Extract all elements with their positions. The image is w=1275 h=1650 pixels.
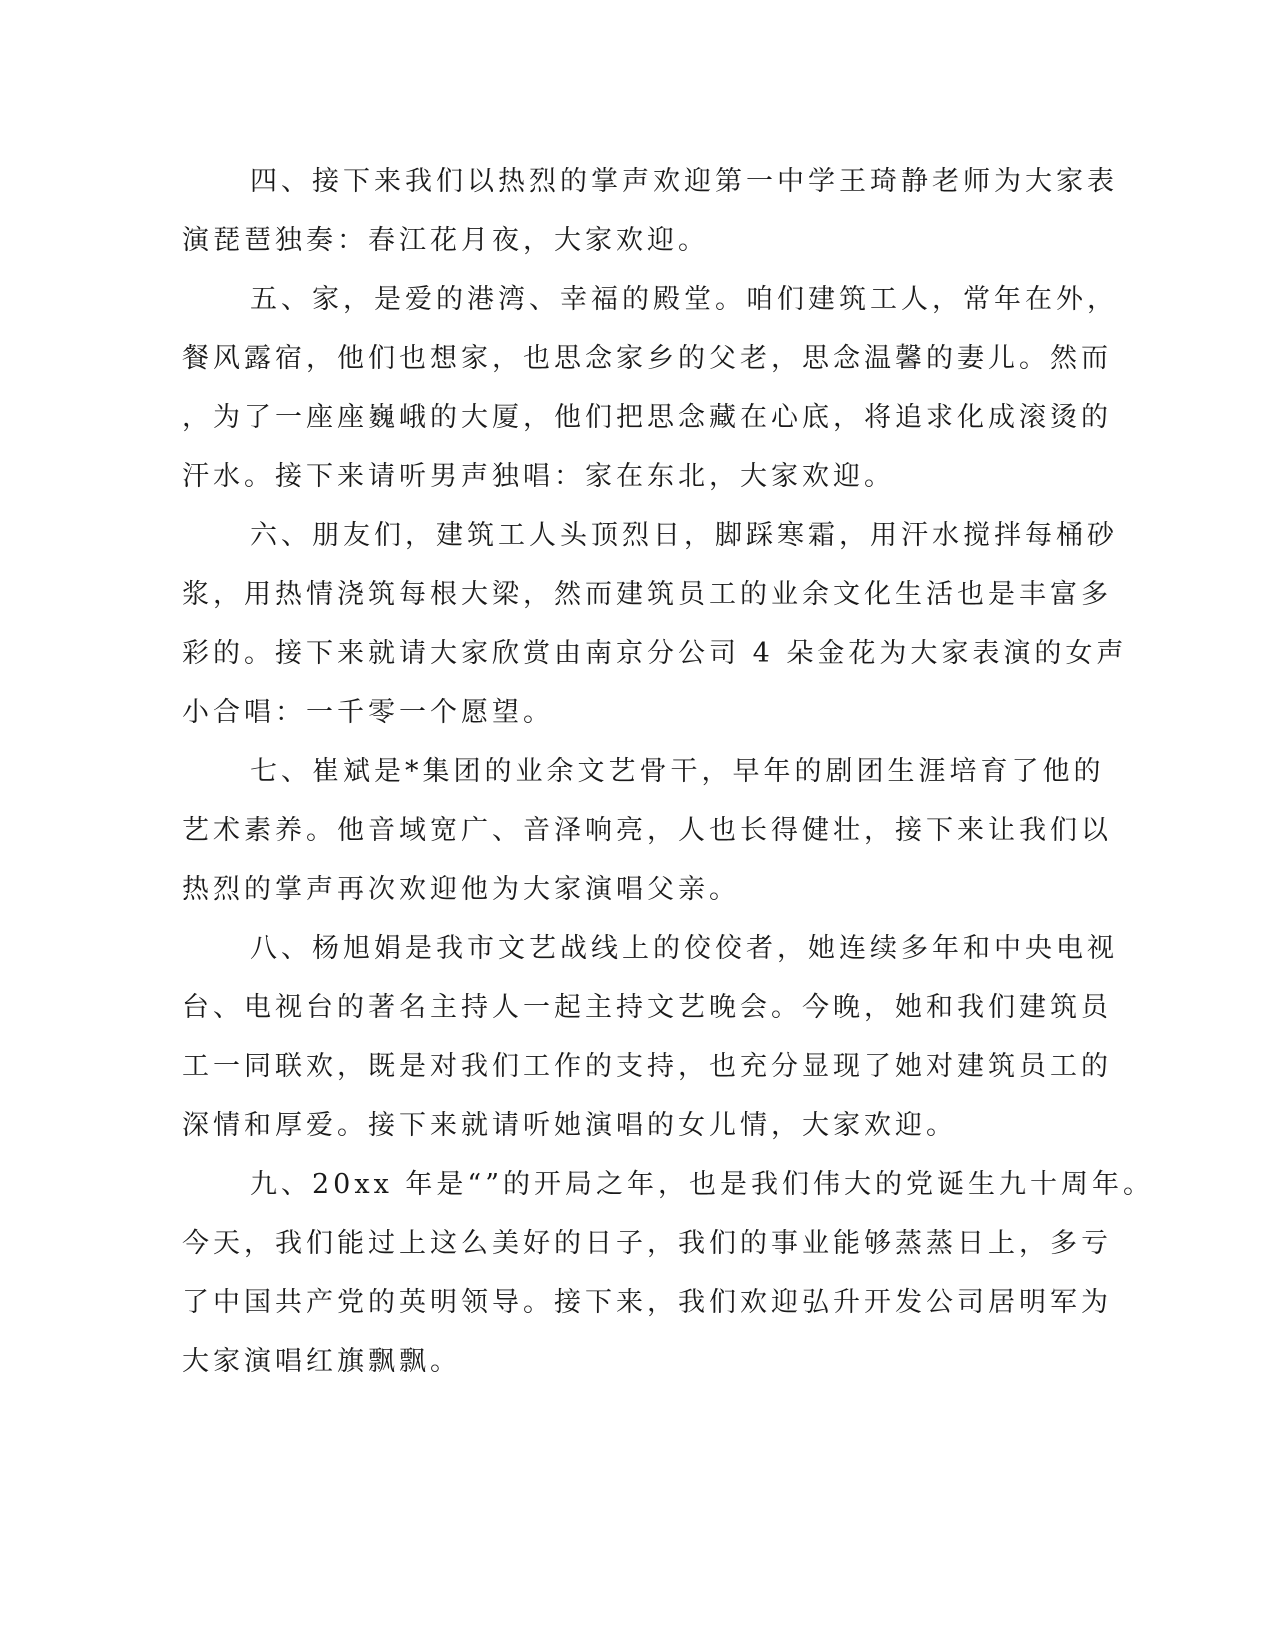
paragraph-line: 五、家，是爱的港湾、幸福的殿堂。咱们建筑工人，常年在外， <box>250 284 1118 315</box>
paragraph-line: 九、20xx 年是“”的开局之年，也是我们伟大的党诞生九十周年。 <box>250 1169 1154 1200</box>
paragraph-line: 深情和厚爱。接下来就请听她演唱的女儿情，大家欢迎。 <box>182 1110 957 1141</box>
paragraph-line: 八、杨旭娟是我市文艺战线上的佼佼者，她连续多年和中央电视 <box>250 933 1118 964</box>
paragraph-line: 了中国共产党的英明领导。接下来，我们欢迎弘升开发公司居明军为 <box>182 1287 1112 1318</box>
paragraph-6 <box>182 506 1128 742</box>
paragraph-line: 汗水。接下来请听男声独唱：家在东北，大家欢迎。 <box>182 461 895 492</box>
paragraph-9 <box>182 1155 1154 1391</box>
paragraph-line: 今天，我们能过上这么美好的日子，我们的事业能够蒸蒸日上，多亏 <box>182 1228 1112 1259</box>
paragraph-line: 四、接下来我们以热烈的掌声欢迎第一中学王琦静老师为大家表 <box>250 166 1118 197</box>
paragraph-line: 工一同联欢，既是对我们工作的支持，也充分显现了她对建筑员工的 <box>182 1051 1112 1082</box>
paragraph-8 <box>182 919 1118 1155</box>
paragraph-line: 餐风露宿，他们也想家，也思念家乡的父老，思念温馨的妻儿。然而 <box>182 343 1112 374</box>
paragraph-line: 热烈的掌声再次欢迎他为大家演唱父亲。 <box>182 874 740 905</box>
paragraph-line: 演琵琶独奏：春江花月夜，大家欢迎。 <box>182 225 709 256</box>
paragraph-7 <box>182 742 1112 919</box>
paragraph-line: 艺术素养。他音域宽广、音泽响亮，人也长得健壮，接下来让我们以 <box>182 815 1112 846</box>
paragraph-line: 大家演唱红旗飘飘。 <box>182 1346 461 1377</box>
paragraph-line: 小合唱：一千零一个愿望。 <box>182 697 554 728</box>
paragraph-line: 七、崔斌是*集团的业余文艺骨干，早年的剧团生涯培育了他的 <box>250 756 1105 787</box>
paragraph-5 <box>182 270 1118 506</box>
paragraph-line: 彩的。接下来就请大家欣赏由南京分公司 4 朵金花为大家表演的女声 <box>182 638 1128 669</box>
paragraph-4 <box>182 152 1118 270</box>
paragraph-line: 六、朋友们，建筑工人头顶烈日，脚踩寒霜，用汗水搅拌每桶砂 <box>250 520 1118 551</box>
paragraph-line: 浆，用热情浇筑每根大梁，然而建筑员工的业余文化生活也是丰富多 <box>182 579 1112 610</box>
paragraph-line: ，为了一座座巍峨的大厦，他们把思念藏在心底，将追求化成滚烫的 <box>182 402 1112 433</box>
paragraph-line: 台、电视台的著名主持人一起主持文艺晚会。今晚，她和我们建筑员 <box>182 992 1112 1023</box>
document-body <box>182 152 1154 1391</box>
